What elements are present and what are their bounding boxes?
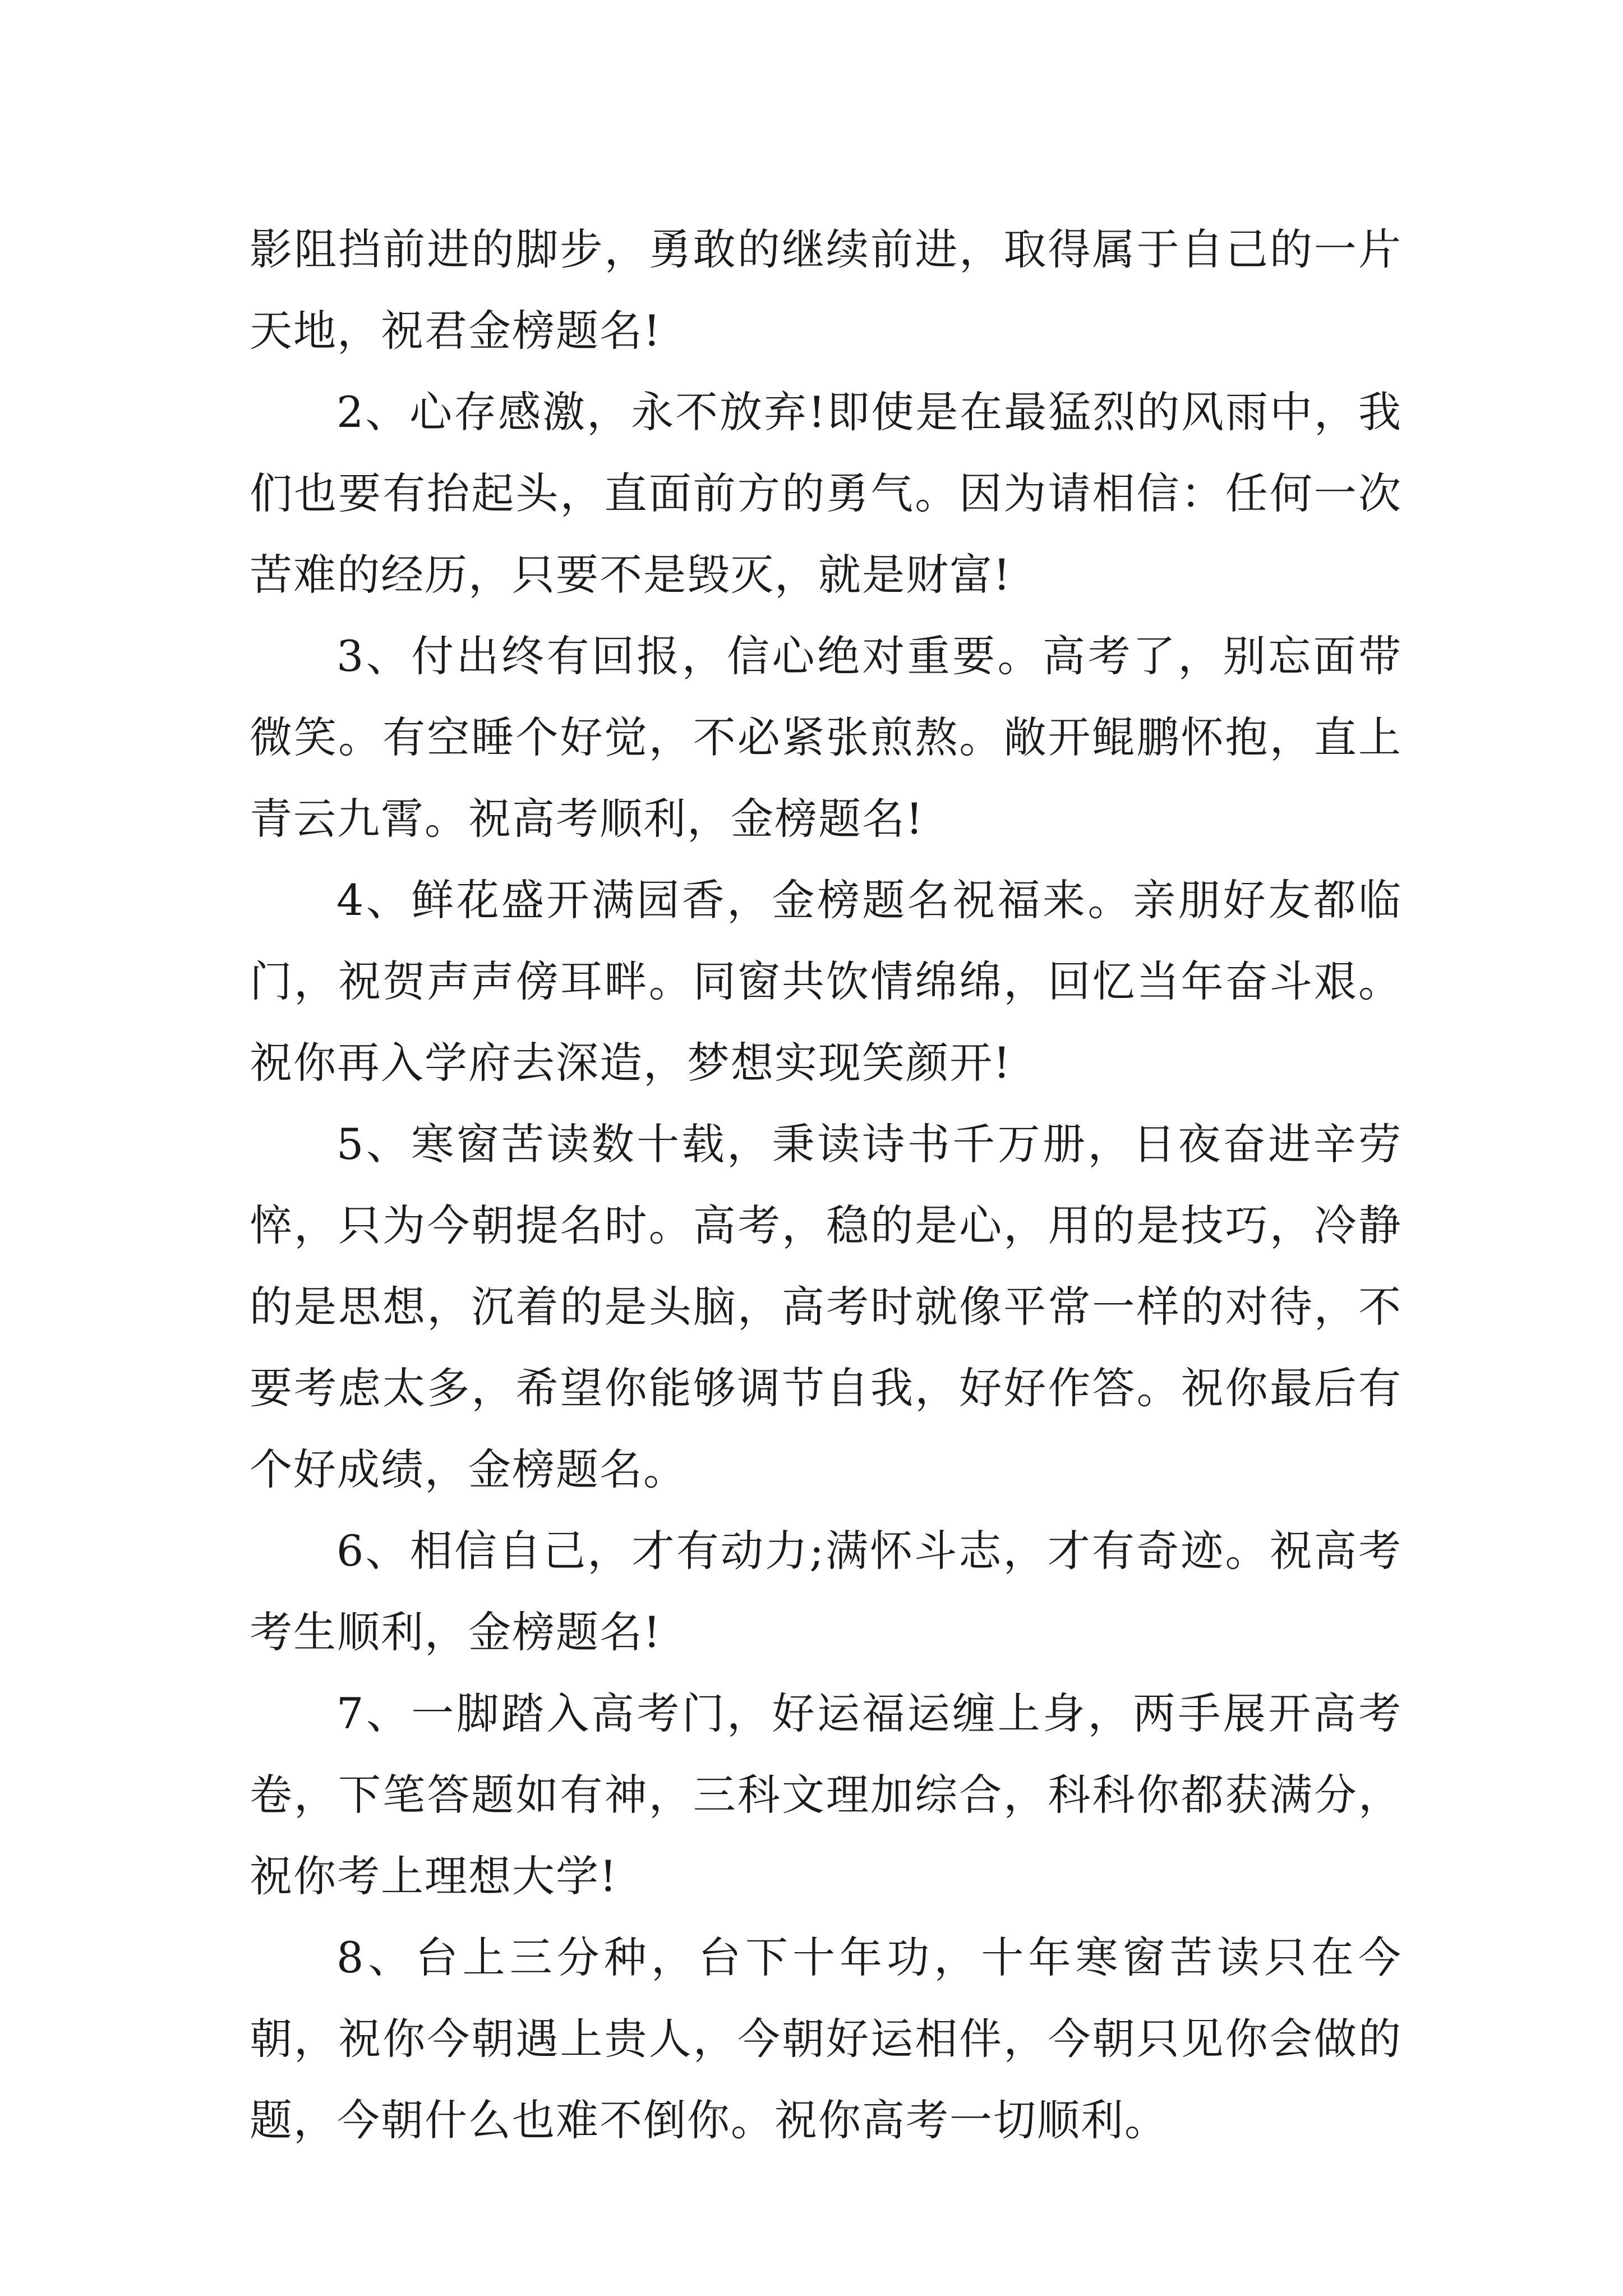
paragraph-8: 8、台上三分种，台下十年功，十年寒窗苦读只在今朝，祝你今朝遇上贵人，今朝好运相伴，今朝只见你会做的题，今朝什么也难不倒你。祝你高考一切顺利。 — [250, 1932, 1402, 2145]
paragraph-5: 5、寒窗苦读数十载，秉读诗书千万册，日夜奋进辛劳悴，只为今朝提名时。高考，稳的是心，用的是技巧，冷静的是思想，沉着的是头脑，高考时就像平常一样的对待，不要考虑太多，希望你能够调节自我，好好作答。祝你最后有个好成绩，金榜题名。 — [250, 1119, 1402, 1494]
paragraph-3: 3、付出终有回报，信心绝对重要。高考了，别忘面带微笑。有空睡个好觉，不必紧张煎熬。敞开鲲鹏怀抱，直上青云九霄。祝高考顺利，金榜题名! — [250, 631, 1402, 844]
paragraph-6: 6、相信自己，才有动力;满怀斗志，才有奇迹。祝高考考生顺利，金榜题名! — [250, 1526, 1402, 1657]
paragraph-4: 4、鲜花盛开满园香，金榜题名祝福来。亲朋好友都临门，祝贺声声傍耳畔。同窗共饮情绵绵，回忆当年奋斗艰。祝你再入学府去深造，梦想实现笑颜开! — [250, 875, 1402, 1088]
document-body — [250, 209, 1402, 2161]
paragraph-continuation: 影阻挡前进的脚步，勇敢的继续前进，取得属于自己的一片天地，祝君金榜题名! — [250, 224, 1402, 356]
paragraph-2: 2、心存感激，永不放弃!即使是在最猛烈的风雨中，我们也要有抬起头，直面前方的勇气。因为请相信：任何一次苦难的经历，只要不是毁灭，就是财富! — [250, 387, 1402, 600]
paragraph-7: 7、一脚踏入高考门，好运福运缠上身，两手展开高考卷，下笔答题如有神，三科文理加综合，科科你都获满分，祝你考上理想大学! — [250, 1688, 1402, 1901]
